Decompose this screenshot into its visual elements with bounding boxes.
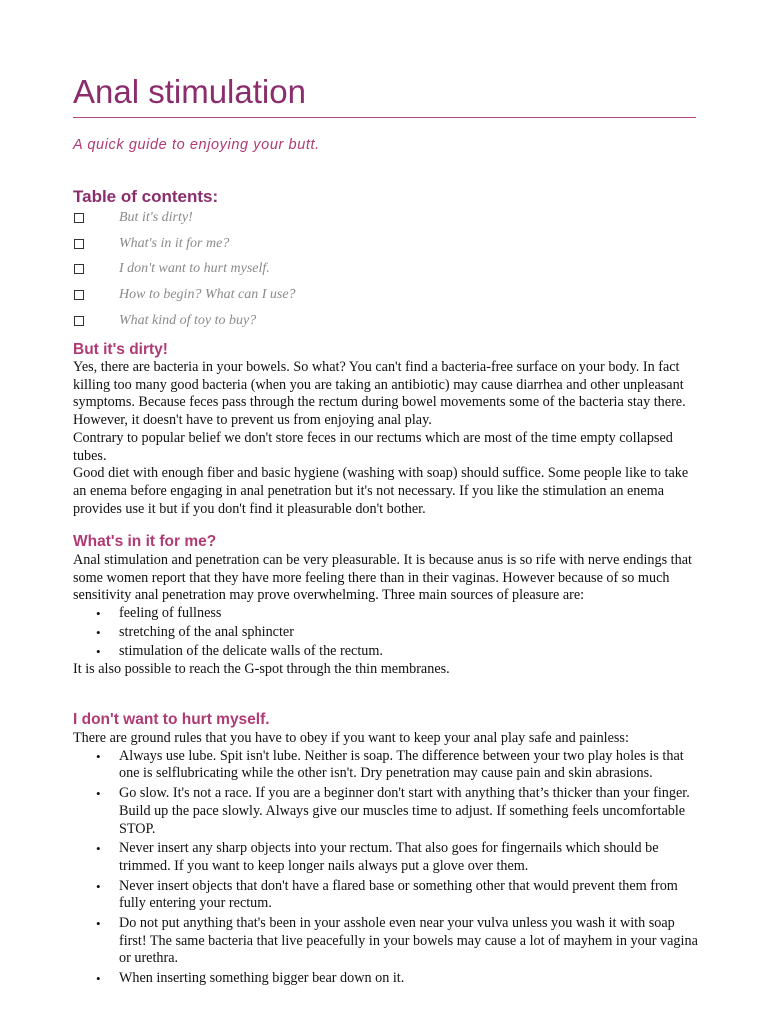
section-body-hurt bbox=[73, 730, 703, 990]
list-item: • Do not put anything that's been in your asshole even near your vulva unless you wash it with soap first! The same bacteria that live peacefully in your bowels may cause a lot of mayhem in your vagina or urethra. bbox=[73, 915, 703, 968]
section-heading-forme: What's in it for me? bbox=[73, 533, 217, 550]
rules-list bbox=[73, 748, 703, 988]
title-divider bbox=[73, 117, 696, 118]
toc-item[interactable] bbox=[73, 231, 296, 257]
list-item: • Go slow. It's not a race. If you are a beginner don't start with anything that’s thicker than your finger. Build up the pace slowly. Always give our muscles time to adjust. If something feels uncomfortable STOP. bbox=[73, 785, 703, 838]
list-item: • stimulation of the delicate walls of the rectum. bbox=[73, 643, 703, 661]
section-heading-dirty: But it's dirty! bbox=[73, 341, 168, 358]
toc-item-label: I don't want to hurt myself. bbox=[119, 261, 270, 277]
paragraph: Contrary to popular belief we don't store feces in our rectums which are most of the time empty collapsed tubes. bbox=[73, 429, 673, 464]
toc-item-label: What kind of toy to buy? bbox=[119, 313, 257, 329]
pleasure-list bbox=[73, 605, 703, 660]
checkbox-icon[interactable] bbox=[74, 316, 84, 326]
toc-item[interactable] bbox=[73, 257, 296, 283]
toc-heading: Table of contents: bbox=[73, 187, 219, 206]
section-body-forme bbox=[73, 552, 703, 679]
list-item: • Never insert any sharp objects into your rectum. That also goes for fingernails which should be trimmed. If you want to keep longer nails always put a glove over them. bbox=[73, 840, 703, 875]
section-heading-hurt: I don't want to hurt myself. bbox=[73, 711, 270, 728]
document-subtitle: A quick guide to enjoying your butt. bbox=[73, 137, 320, 153]
checkbox-icon[interactable] bbox=[74, 264, 84, 274]
section-body-dirty bbox=[73, 359, 703, 518]
toc-item[interactable] bbox=[73, 282, 296, 308]
paragraph: Yes, there are bacteria in your bowels. So what? You can't find a bacteria-free surface on your body. In fact killing too many good bacteria (when you are taking an antibiotic) may cause diarrhea and other unpleasant symptoms. Because feces pass through the rectum during bowel movements some of the bacteria stay there. However, it doesn't have to prevent us from enjoying anal play. bbox=[73, 359, 686, 429]
checkbox-icon[interactable] bbox=[74, 213, 84, 223]
toc-item[interactable] bbox=[73, 205, 296, 231]
list-item: • Always use lube. Spit isn't lube. Neither is soap. The difference between your two play holes is that one is selflubricating while the other isn't. Dry penetration may cause pain and skin abrasions. bbox=[73, 748, 703, 783]
toc-item-label: How to begin? What can I use? bbox=[119, 287, 296, 303]
toc-item-label: But it's dirty! bbox=[119, 209, 193, 225]
document-title: Anal stimulation bbox=[73, 73, 306, 110]
checkbox-icon[interactable] bbox=[74, 290, 84, 300]
list-item: • Never insert objects that don't have a flared base or something other that would prevent them from fully entering your rectum. bbox=[73, 878, 703, 913]
paragraph: It is also possible to reach the G-spot through the thin membranes. bbox=[73, 661, 450, 678]
checkbox-icon[interactable] bbox=[74, 239, 84, 249]
list-item: • When inserting something bigger bear down on it. bbox=[73, 970, 703, 988]
list-item: • stretching of the anal sphincter bbox=[73, 624, 703, 642]
paragraph: There are ground rules that you have to obey if you want to keep your anal play safe and painless: bbox=[73, 730, 629, 746]
list-item: • feeling of fullness bbox=[73, 605, 703, 623]
paragraph: Good diet with enough fiber and basic hygiene (washing with soap) should suffice. Some people like to take an enema before engaging in anal penetration but it's not necessary. If you like the stimulation an enema provides use it but if you don't find it pleasurable don't bother. bbox=[73, 465, 689, 517]
toc-item[interactable] bbox=[73, 308, 296, 334]
toc-list bbox=[73, 205, 296, 334]
paragraph: Anal stimulation and penetration can be very pleasurable. It is because anus is so rife with nerve endings that some women report that they have more feeling there than in their vaginas. However because of so much sensitivity anal penetration may prove overwhelming. Three main sources of pleasure are: bbox=[73, 552, 692, 604]
toc-item-label: What's in it for me? bbox=[119, 235, 230, 251]
